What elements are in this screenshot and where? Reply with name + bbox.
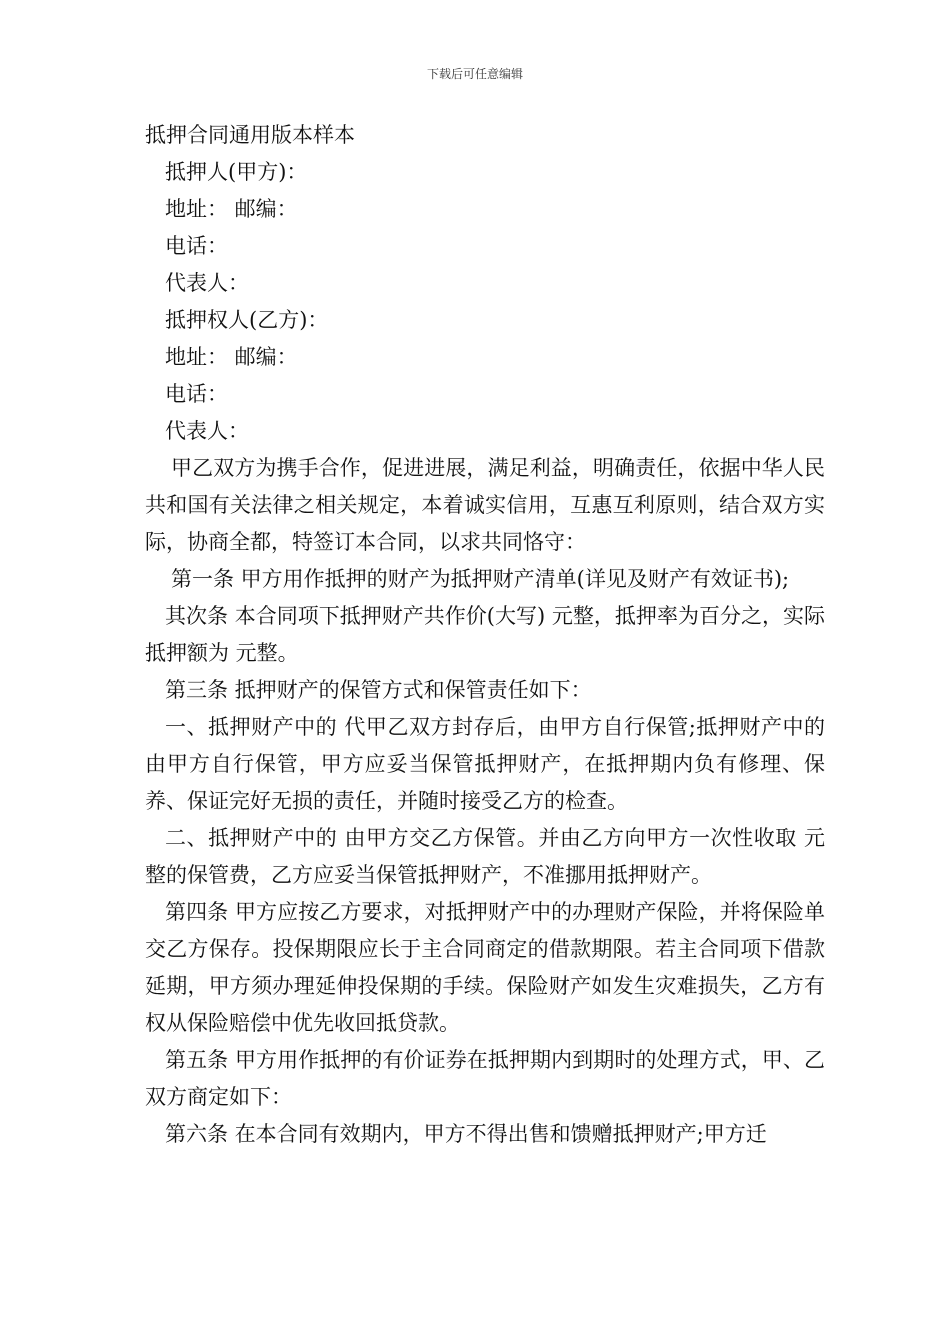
paragraph-article-3-item-2: 二、抵押财产中的 由甲方交乙方保管。并由乙方向甲方一次性收取 元整的保管费，乙方应妥当保管抵押财产，不准挪用抵押财产。 [145, 826, 825, 887]
document-body [145, 117, 825, 1153]
document-title: 抵押合同通用版本样本 [145, 123, 355, 147]
field-mortgagee-representative: 代表人： [165, 419, 249, 443]
field-mortgagee-phone: 电话： [165, 382, 228, 406]
paragraph-article-1: 第一条 甲方用作抵押的财产为抵押财产清单(详见及财产有效证书); [171, 567, 790, 591]
paragraph-article-5: 第五条 甲方用作抵押的有价证券在抵押期内到期时的处理方式，甲、乙双方商定如下： [145, 1048, 825, 1109]
field-mortgagee: 抵押权人(乙方)： [165, 308, 329, 332]
paragraph-article-3: 第三条 抵押财产的保管方式和保管责任如下： [165, 678, 592, 702]
field-mortgagee-address: 地址： 邮编： [165, 345, 298, 369]
field-mortgagor-phone: 电话： [165, 234, 228, 258]
page-header-note: 下载后可任意编辑 [426, 67, 523, 81]
paragraph-article-3-item-1: 一、抵押财产中的 代甲乙双方封存后，由甲方自行保管;抵押财产中的由甲方自行保管，甲方应妥当保管抵押财产，在抵押期内负有修理、保养、保证完好无损的责任，并随时接受乙方的检查。 [145, 715, 825, 813]
paragraph-article-4: 第四条 甲方应按乙方要求，对抵押财产中的办理财产保险，并将保险单交乙方保存。投保期限应长于主合同商定的借款期限。若主合同项下借款延期，甲方须办理延伸投保期的手续。保险财产如发生灾难损失，乙方有权从保险赔偿中优先收回抵贷款。 [145, 900, 825, 1035]
paragraph-preamble: 甲乙双方为携手合作，促进进展，满足利益，明确责任，依据中华人民共和国有关法律之相关规定，本着诚实信用，互惠互利原则，结合双方实际，协商全都，特签订本合同，以求共同恪守： [145, 456, 825, 554]
paragraph-article-6: 第六条 在本合同有效期内，甲方不得出售和馈赠抵押财产;甲方迁 [165, 1122, 767, 1146]
field-mortgagor: 抵押人(甲方)： [165, 160, 308, 184]
paragraph-article-2: 其次条 本合同项下抵押财产共作价(大写) 元整，抵押率为百分之，实际抵押额为 元整。 [145, 604, 825, 665]
field-mortgagor-representative: 代表人： [165, 271, 249, 295]
field-mortgagor-address: 地址： 邮编： [165, 197, 298, 221]
